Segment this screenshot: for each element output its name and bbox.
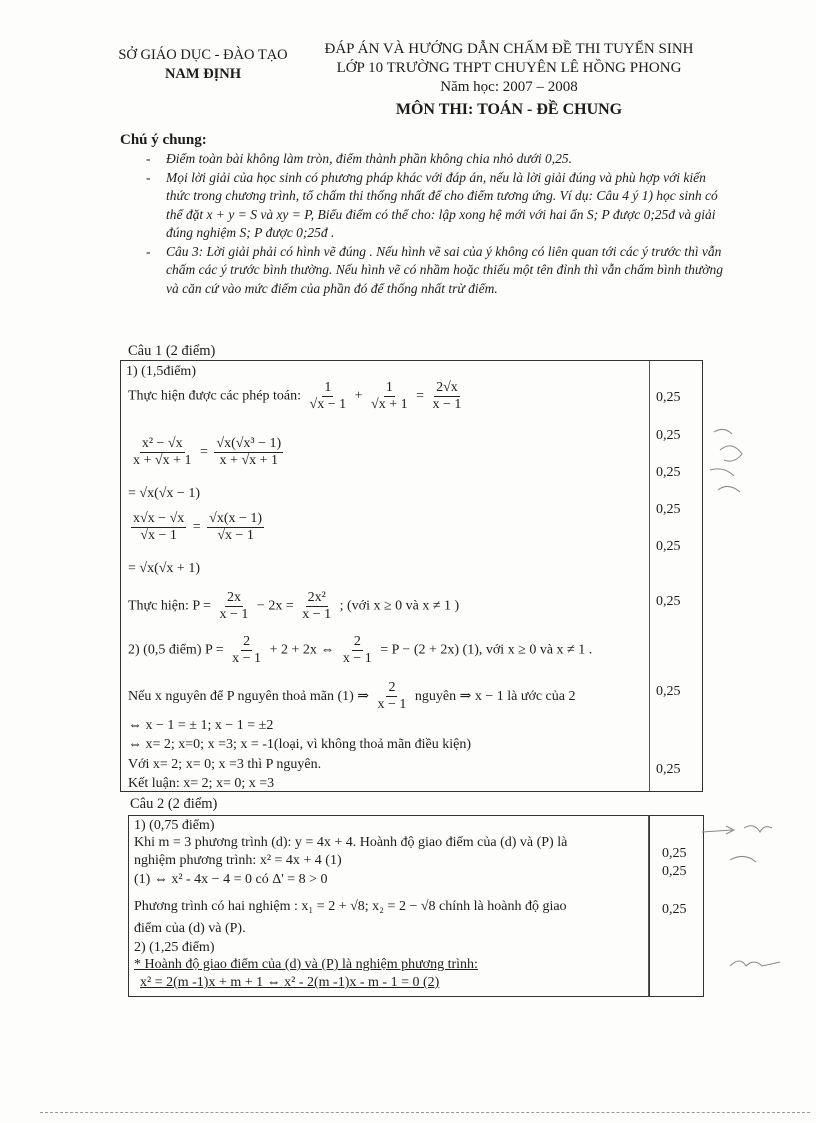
q1-line-2 [128,436,286,469]
q1-line-11: Với x= 2; x= 0; x =3 thì P nguyên. [128,757,322,772]
q2-line-6: * Hoành độ giao điểm của (d) và (P) là nghiệm phương trình: [134,957,478,972]
q1-line-10: ⇔ x= 2; x=0; x =3; x = -1(loại, vì không thoả mãn điều kiện) [128,737,472,752]
q1-l8-den: x − 1 [377,697,407,712]
q2-line-7: x² = 2(m -1)x + m + 1 ⇔ x² - 2(m -1)x - m - 1 = 0 (2) [140,975,440,990]
q1-l7-mid: + 2 + 2x ⇔ [269,642,335,658]
q2-part2-label: 2) (1,25 điểm) [134,940,215,955]
q1-l7-tail: = P − (2 + 2x) (1), với x ≥ 0 và x ≠ 1 . [380,642,593,658]
q1-score: 0,25 [656,684,681,699]
question-1-title: Câu 1 (2 điểm) [128,343,216,359]
q1-l1-num3: 2√x [436,380,458,395]
q1-l2-num2: √x(√x³ − 1) [216,436,282,451]
q2-line-5: điểm của (d) và (P). [134,921,246,936]
q1-line-8 [128,680,575,713]
q2-score: 0,25 [662,902,687,917]
q1-l1-num2: 1 [385,380,393,395]
q1-line-7 [128,634,592,667]
school-year: Năm học: 2007 – 2008 [440,79,578,95]
q1-score: 0,25 [656,594,681,609]
q1-line-6 [128,590,459,623]
question-2-title: Câu 2 (2 điểm) [130,796,218,812]
q1-l8-num: 2 [388,680,396,695]
q1-l1-den3: x − 1 [432,397,462,412]
department-city: NAM ĐỊNH [164,66,242,82]
q1-line-1 [128,380,466,413]
q1-l2-den2: x + √x + 1 [219,453,279,468]
q1-l6-num1: 2x [226,590,241,605]
q1-l4-num2: √x(x − 1) [209,511,263,526]
department-name: SỞ GIÁO DỤC - ĐÀO TẠO [118,47,288,63]
q1-line-4 [128,511,267,544]
exam-title-block [300,40,718,119]
q1-l6-den2: x − 1 [302,607,332,622]
q1-l1-text: Thực hiện được các phép toán: [128,388,305,404]
q1-l4-eq: = [192,519,201,535]
q2-line-4: Phương trình có hai nghiệm : x₁ = 2 + √8; x₂ = 2 − √8 chính là hoành độ giao [134,899,567,914]
exam-title-line1: ĐÁP ÁN VÀ HƯỚNG DẪN CHẤM ĐỀ THI TUYỂN SINH [324,41,694,57]
q1-l7-den2: x − 1 [342,651,372,666]
q1-l6-num2: 2x² [307,590,326,605]
q1-score: 0,25 [656,502,681,517]
q1-l7-den1: x − 1 [232,651,262,666]
q2-line-1: Khi m = 3 phương trình (d): y = 4x + 4. Hoành độ giao điểm của (d) và (P) là [134,835,568,850]
question-1-score-column [648,360,703,792]
exam-subject: MÔN THI: TOÁN - ĐỀ CHUNG [395,101,623,118]
q1-l1-eq: = [416,388,425,404]
handwritten-scribble [700,820,790,880]
q1-l4-den2: √x − 1 [217,528,254,543]
q1-l8-tail: nguyên ⇒ x − 1 là ước của 2 [414,689,576,704]
q1-score: 0,25 [656,539,681,554]
q1-l2-den1: x + √x + 1 [133,453,192,468]
q1-line-9: ⇔ x − 1 = ± 1; x − 1 = ±2 [128,718,274,733]
note-item: - Điểm toàn bài không làm tròn, điểm thành phần không chia nhỏ dưới 0,25. [146,150,731,169]
q1-l6-mid: − 2x = [256,598,294,614]
q1-l1-den2: √x + 1 [371,397,408,412]
q1-l1-num1: 1 [324,380,332,395]
page-bottom-edge [40,1112,810,1113]
exam-title-line2: LỚP 10 TRƯỜNG THPT CHUYÊN LÊ HỒNG PHONG [336,60,682,76]
q1-l6-text: Thực hiện: P = [128,598,212,614]
q1-score: 0,25 [656,428,681,443]
q2-part1-label: 1) (0,75 điểm) [134,818,215,833]
q1-l6-den1: x − 1 [219,607,249,622]
q1-score: 0,25 [656,390,681,405]
note-item: - Mọi lời giải của học sinh có phương pháp khác với đáp án, nếu là lời giải đúng và phù hợp với kiến thức trong chương trình, tổ chấm thi thống nhất để cho điểm tương ứng. Ví dụ: Câu 4 ý 1) học sinh có thể đặt x + y = S và xy = P, Biểu điểm có thể cho: lập xong hệ mới với hai ẩn S; P được 0;25đ và giải đúng nghiệm S; P được 0;25đ . [146,169,731,243]
q1-l4-den1: √x − 1 [140,528,177,543]
q2-line-3: (1) ⇔ x² - 4x − 4 = 0 có Δ' = 8 > 0 [134,872,328,887]
q2-score: 0,25 [662,864,687,879]
q2-line-2: nghiệm phương trình: x² = 4x + 4 (1) [134,853,342,868]
q1-l1-op: + [354,388,363,404]
notes-list [146,150,731,298]
q1-l7-num1: 2 [243,634,251,649]
note-item: - Câu 3: Lời giải phải có hình vẽ đúng . Nếu hình vẽ sai của ý không có liên quan tới các ý trước thì vẫn chấm các ý trước bình thường. Nếu hình vẽ có nhầm hoặc thiếu một tên đỉnh thì vẫn chấm bình thường và căn cứ vào mức điểm của phần đó để thống nhất trừ điểm. [146,243,731,299]
q1-l4-num1: x√x − √x [133,511,185,526]
notes-title: Chú ý chung: [120,132,207,148]
q1-line-5: = √x(√x + 1) [128,561,200,576]
q1-l8-text: Nếu x nguyên để P nguyên thoả mãn (1) ⇒ [128,689,369,704]
q1-score: 0,25 [656,762,681,777]
q1-l7-num2: 2 [353,634,361,649]
q1-part1-label: 1) (1,5điểm) [126,364,196,379]
q1-l1-den1: √x − 1 [309,397,347,412]
q1-score: 0,25 [656,465,681,480]
handwritten-scribble [700,420,770,510]
q1-line-3: = √x(√x − 1) [128,486,200,501]
q1-l2-num1: x² − √x [141,436,183,451]
department-header [108,46,298,84]
q1-line-12: Kết luận: x= 2; x= 0; x =3 [128,776,275,791]
handwritten-scribble [728,950,788,980]
q1-l2-eq: = [199,444,208,460]
q1-l6-tail: ; (với x ≥ 0 và x ≠ 1 ) [339,598,460,614]
q1-part2-label: 2) (0,5 điểm) P = [128,642,224,658]
q2-score: 0,25 [662,846,687,861]
